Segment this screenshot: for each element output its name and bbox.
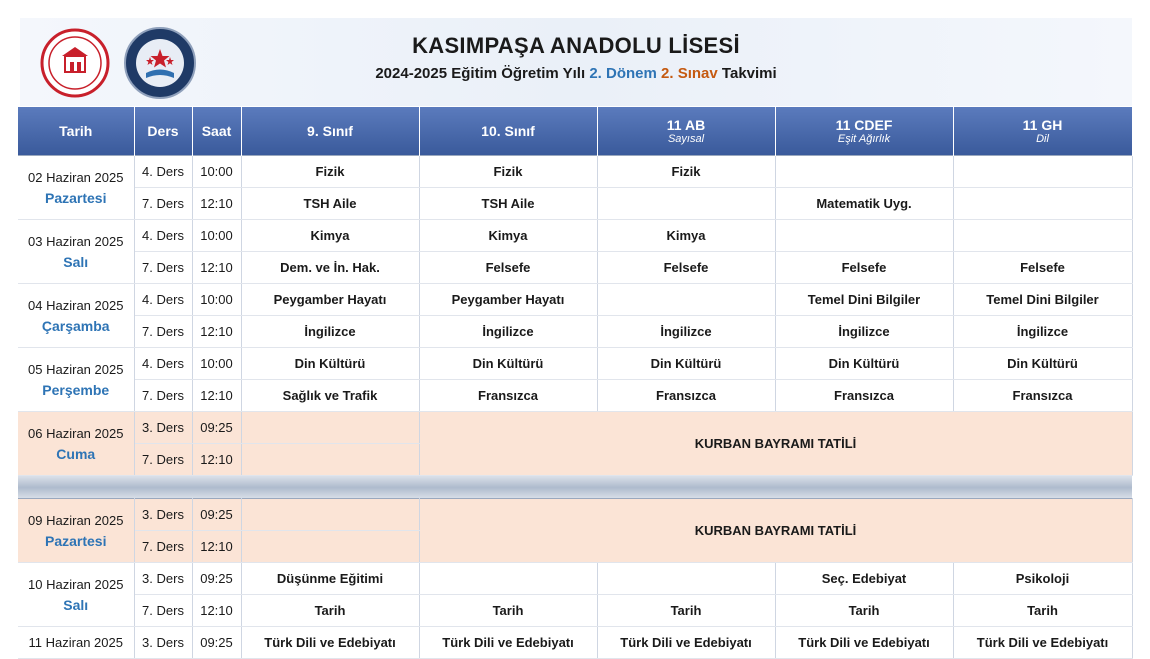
- subject-cell-11gh: Türk Dili ve Edebiyatı: [953, 627, 1132, 659]
- subject-cell-9: Tarih: [241, 595, 419, 627]
- col-header-11cdef: [775, 107, 953, 156]
- ders-cell: 4. Ders: [134, 284, 192, 316]
- subject-cell-11ab: [597, 563, 775, 595]
- col-header-11ab-sub: Sayısal: [667, 133, 705, 145]
- date-cell: [18, 627, 134, 659]
- saat-cell: 12:10: [192, 595, 241, 627]
- day-name: Çarşamba: [41, 317, 110, 334]
- subject-cell-11ab: Kimya: [597, 220, 775, 252]
- saat-cell: 09:25: [192, 412, 241, 444]
- day-name: Cuma: [56, 445, 96, 462]
- subject-cell-10: Fransızca: [419, 380, 597, 412]
- table-row: [18, 220, 1132, 252]
- subject-cell-9: Sağlık ve Trafik: [241, 380, 419, 412]
- table-row: [18, 627, 1132, 659]
- ders-cell: 4. Ders: [134, 156, 192, 188]
- school-title: KASIMPAŞA ANADOLU LİSESİ: [412, 33, 740, 58]
- ders-cell: 7. Ders: [134, 188, 192, 220]
- ders-cell: 7. Ders: [134, 595, 192, 627]
- subject-cell-11ab: [597, 284, 775, 316]
- subtitle-end: Takvimi: [721, 65, 777, 82]
- subject-cell-11ab: İngilizce: [597, 316, 775, 348]
- col-header-saat: Saat: [192, 107, 241, 156]
- subject-cell-11cdef: Seç. Edebiyat: [775, 563, 953, 595]
- subject-cell-9: Dem. ve İn. Hak.: [241, 252, 419, 284]
- ders-cell: 7. Ders: [134, 380, 192, 412]
- date-cell: [18, 284, 134, 348]
- subject-cell-9: Din Kültürü: [241, 348, 419, 380]
- subject-cell-10: Kimya: [419, 220, 597, 252]
- date-text: 09 Haziran 2025: [28, 512, 124, 528]
- subject-cell-11gh: Fransızca: [953, 380, 1132, 412]
- holiday-blank-cell: [241, 499, 419, 531]
- subject-cell-11gh: Psikoloji: [953, 563, 1132, 595]
- holiday-banner: KURBAN BAYRAMI TATİLİ: [419, 412, 1132, 476]
- subject-cell-11gh: İngilizce: [953, 316, 1132, 348]
- subject-cell-9: İngilizce: [241, 316, 419, 348]
- table-row: [18, 316, 1132, 348]
- subject-cell-11gh: [953, 156, 1132, 188]
- subtitle-donem-word: Dönem: [606, 65, 657, 82]
- date-text: 04 Haziran 2025: [28, 297, 124, 313]
- ders-cell: 3. Ders: [134, 563, 192, 595]
- subject-cell-10: TSH Aile: [419, 188, 597, 220]
- subject-cell-9: Peygamber Hayatı: [241, 284, 419, 316]
- subject-cell-11ab: Türk Dili ve Edebiyatı: [597, 627, 775, 659]
- subject-cell-11gh: [953, 220, 1132, 252]
- col-header-11cdef-label: 11 CDEF: [835, 117, 893, 133]
- subject-cell-11cdef: Din Kültürü: [775, 348, 953, 380]
- day-name: Salı: [63, 596, 89, 613]
- saat-cell: 12:10: [192, 531, 241, 563]
- exam-subtitle: [20, 65, 1132, 82]
- date-text: 06 Haziran 2025: [28, 425, 124, 441]
- subtitle-year: 2024-2025 Eğitim Öğretim Yılı: [375, 65, 586, 82]
- subject-cell-10: İngilizce: [419, 316, 597, 348]
- date-text: 10 Haziran 2025: [28, 576, 124, 592]
- subject-cell-11gh: [953, 188, 1132, 220]
- day-name: Pazartesi: [45, 532, 107, 549]
- saat-cell: 10:00: [192, 220, 241, 252]
- subtitle-donem-num: 2.: [589, 65, 602, 82]
- ders-cell: 7. Ders: [134, 531, 192, 563]
- subject-cell-9: Kimya: [241, 220, 419, 252]
- holiday-banner: KURBAN BAYRAMI TATİLİ: [419, 499, 1132, 563]
- subject-cell-11cdef: [775, 220, 953, 252]
- col-header-11cdef-sub: Eşit Ağırlık: [837, 133, 891, 145]
- subject-cell-11cdef: Türk Dili ve Edebiyatı: [775, 627, 953, 659]
- day-name: Perşembe: [42, 381, 110, 398]
- table-row: [18, 595, 1132, 627]
- ders-cell: 7. Ders: [134, 252, 192, 284]
- saat-cell: 10:00: [192, 348, 241, 380]
- subject-cell-11gh: Tarih: [953, 595, 1132, 627]
- saat-cell: 10:00: [192, 284, 241, 316]
- subject-cell-10: Türk Dili ve Edebiyatı: [419, 627, 597, 659]
- subject-cell-11cdef: Tarih: [775, 595, 953, 627]
- date-cell: [18, 348, 134, 412]
- saat-cell: 12:10: [192, 380, 241, 412]
- subject-cell-10: Fizik: [419, 156, 597, 188]
- col-header-10: 10. Sınıf: [419, 107, 597, 156]
- subject-cell-11gh: Felsefe: [953, 252, 1132, 284]
- ders-cell: 7. Ders: [134, 444, 192, 476]
- subject-cell-11cdef: Felsefe: [775, 252, 953, 284]
- holiday-blank-cell: [241, 444, 419, 476]
- col-header-11ab: [597, 107, 775, 156]
- holiday-blank-cell: [241, 412, 419, 444]
- subject-cell-11gh: Din Kültürü: [953, 348, 1132, 380]
- col-header-11gh: [953, 107, 1132, 156]
- subject-cell-10: Peygamber Hayatı: [419, 284, 597, 316]
- subject-cell-9: TSH Aile: [241, 188, 419, 220]
- date-cell: [18, 563, 134, 627]
- subject-cell-9: Türk Dili ve Edebiyatı: [241, 627, 419, 659]
- saat-cell: 12:10: [192, 316, 241, 348]
- subject-cell-10: Tarih: [419, 595, 597, 627]
- holiday-blank-cell: [241, 531, 419, 563]
- date-cell: [18, 499, 134, 563]
- subject-cell-11ab: Din Kültürü: [597, 348, 775, 380]
- date-cell: [18, 220, 134, 284]
- subject-cell-9: Fizik: [241, 156, 419, 188]
- col-header-11ab-label: 11 AB: [666, 117, 706, 133]
- subject-cell-11gh: Temel Dini Bilgiler: [953, 284, 1132, 316]
- col-header-9: 9. Sınıf: [241, 107, 419, 156]
- subject-cell-11cdef: Temel Dini Bilgiler: [775, 284, 953, 316]
- saat-cell: 10:00: [192, 156, 241, 188]
- col-header-tarih: Tarih: [18, 107, 134, 156]
- col-header-ders: Ders: [134, 107, 192, 156]
- day-name: Pazartesi: [45, 189, 107, 206]
- saat-cell: 12:10: [192, 444, 241, 476]
- subject-cell-11ab: Tarih: [597, 595, 775, 627]
- table-row: [18, 412, 1132, 444]
- saat-cell: 09:25: [192, 499, 241, 531]
- separator-cell: [18, 476, 1132, 499]
- date-cell: [18, 412, 134, 476]
- col-header-11gh-sub: Dil: [1036, 133, 1049, 145]
- saat-cell: 09:25: [192, 627, 241, 659]
- saat-cell: 12:10: [192, 252, 241, 284]
- ders-cell: 3. Ders: [134, 499, 192, 531]
- subject-cell-11cdef: Fransızca: [775, 380, 953, 412]
- saat-cell: 09:25: [192, 563, 241, 595]
- date-text: 11 Haziran 2025: [28, 634, 123, 650]
- ders-cell: 4. Ders: [134, 348, 192, 380]
- subject-cell-11ab: Felsefe: [597, 252, 775, 284]
- header: [20, 18, 1132, 106]
- day-name: Salı: [63, 253, 89, 270]
- ders-cell: 4. Ders: [134, 220, 192, 252]
- subject-cell-11ab: Fizik: [597, 156, 775, 188]
- exam-schedule-table: [18, 107, 1133, 659]
- subject-cell-11cdef: [775, 156, 953, 188]
- ders-cell: 3. Ders: [134, 412, 192, 444]
- col-header-11gh-label: 11 GH: [1022, 117, 1063, 133]
- header-row: [18, 107, 1132, 156]
- table-row: [18, 252, 1132, 284]
- subject-cell-11ab: Fransızca: [597, 380, 775, 412]
- table-row: [18, 499, 1132, 531]
- date-cell: [18, 156, 134, 220]
- subtitle-sinav-word: Sınav: [677, 65, 718, 82]
- subtitle-sinav-num: 2.: [661, 65, 674, 82]
- subject-cell-9: Düşünme Eğitimi: [241, 563, 419, 595]
- table-row: [18, 188, 1132, 220]
- date-text: 05 Haziran 2025: [28, 361, 124, 377]
- subject-cell-10: Din Kültürü: [419, 348, 597, 380]
- subject-cell-11ab: [597, 188, 775, 220]
- date-text: 03 Haziran 2025: [28, 233, 124, 249]
- table-row: [18, 563, 1132, 595]
- subject-cell-11cdef: İngilizce: [775, 316, 953, 348]
- subject-cell-11cdef: Matematik Uyg.: [775, 188, 953, 220]
- table-row: [18, 284, 1132, 316]
- subject-cell-10: [419, 563, 597, 595]
- saat-cell: 12:10: [192, 188, 241, 220]
- week-separator: [18, 476, 1132, 499]
- date-text: 02 Haziran 2025: [28, 169, 124, 185]
- table-row: [18, 348, 1132, 380]
- table-row: [18, 380, 1132, 412]
- subject-cell-10: Felsefe: [419, 252, 597, 284]
- ders-cell: 3. Ders: [134, 627, 192, 659]
- ders-cell: 7. Ders: [134, 316, 192, 348]
- table-row: [18, 156, 1132, 188]
